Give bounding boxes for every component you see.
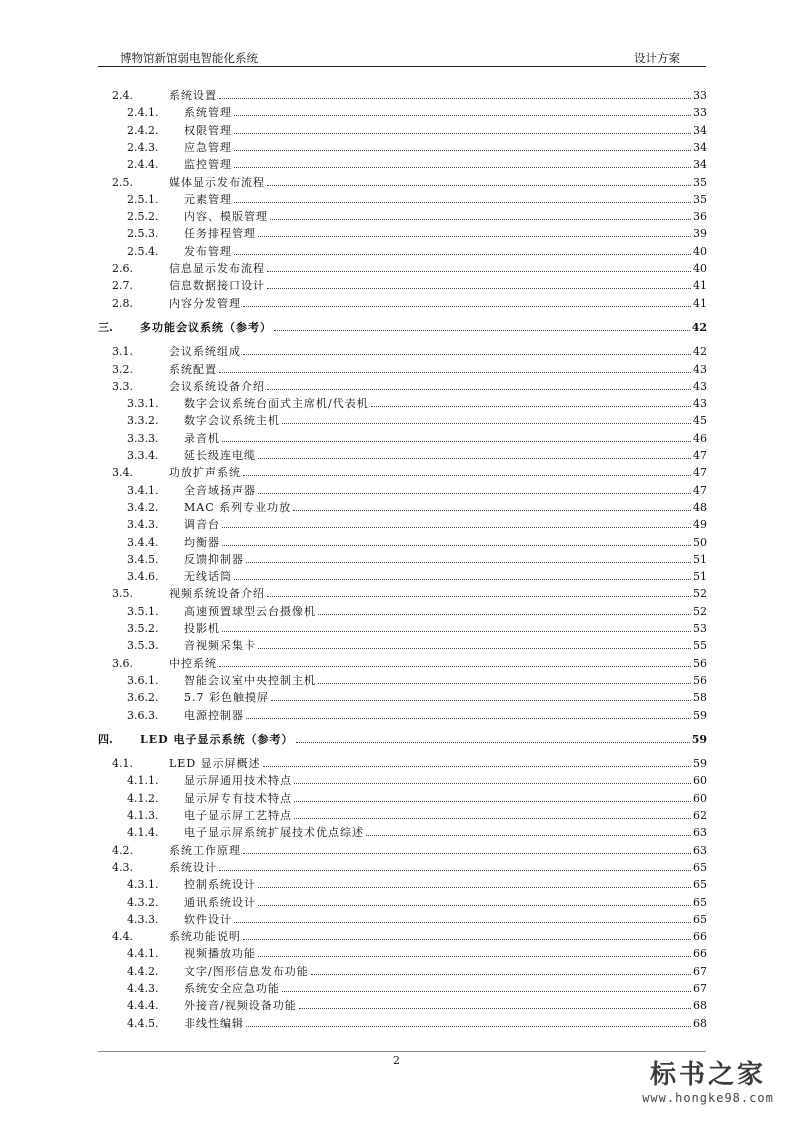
toc-subsection-entry[interactable]: [98, 944, 707, 961]
toc-entry-number: 2.4.4.: [127, 158, 159, 172]
toc-subsection-entry[interactable]: [98, 771, 707, 788]
toc-entry-number: 2.5.4.: [127, 244, 159, 258]
toc-entry-page: 33: [693, 106, 707, 120]
toc-entry-number: 3.5.3.: [127, 639, 159, 653]
toc-entry-number: 4.4.1.: [127, 947, 159, 961]
toc-entry-page: 43: [693, 379, 707, 393]
toc-entry-page: 46: [693, 431, 707, 445]
toc-entry-page: 60: [693, 791, 707, 805]
toc-entry-page: 45: [693, 414, 707, 428]
toc-entry-page: 65: [693, 912, 707, 926]
toc-entry-title: 视频系统设备介绍: [169, 587, 265, 601]
toc-dot-leader: [222, 619, 691, 632]
toc-entry-page: 66: [693, 930, 707, 944]
toc-entry-page: 63: [693, 843, 707, 857]
toc-dot-leader: [222, 515, 691, 528]
toc-entry-title: 延长级连电缆: [184, 449, 256, 462]
toc-entry-number: 3.3.2.: [127, 414, 159, 428]
toc-entry-page: 35: [693, 175, 707, 189]
toc-entry-page: 47: [693, 483, 707, 497]
toc-entry-page: 58: [693, 691, 707, 705]
toc-entry-number: 2.5.1.: [127, 192, 159, 206]
toc-section-entry[interactable]: [98, 276, 707, 293]
page-header: [98, 46, 706, 67]
toc-entry-title: 内容分发管理: [169, 296, 241, 310]
toc-dot-leader: [219, 654, 691, 667]
toc-entry-title: 全音域扬声器: [184, 483, 256, 497]
toc-subsection-entry[interactable]: [98, 103, 707, 120]
toc-entry-number: 2.6.: [112, 262, 133, 275]
toc-entry-title: 权限管理: [184, 123, 232, 137]
toc-dot-leader: [246, 706, 691, 719]
toc-entry-number: 4.1.1.: [127, 774, 159, 788]
toc-entry-number: 2.5.3.: [127, 227, 159, 241]
toc-entry-title: 元素管理: [184, 192, 232, 206]
toc-entry-title: 显示屏通用技术特点: [184, 774, 292, 788]
toc-entry-number: 2.4.2.: [127, 123, 159, 137]
toc-subsection-entry[interactable]: [98, 242, 707, 259]
toc-entry-title: 视频播放功能: [184, 947, 256, 961]
toc-dot-leader: [267, 276, 691, 289]
toc-dot-leader: [366, 823, 691, 836]
toc-entry-number: 2.5.: [112, 175, 133, 189]
toc-dot-leader: [271, 688, 691, 701]
toc-subsection-entry[interactable]: [98, 121, 707, 138]
toc-entry-title: 调音台: [184, 518, 220, 532]
toc-dot-leader: [234, 138, 691, 151]
toc-dot-leader: [282, 979, 691, 992]
toc-subsection-entry[interactable]: [98, 789, 707, 806]
toc-entry-page: 48: [693, 500, 707, 514]
header-document-type: 设计方案: [634, 51, 680, 65]
toc-entry-title: 发布管理: [184, 244, 232, 258]
toc-dot-leader: [258, 944, 691, 957]
toc-dot-leader: [243, 927, 691, 940]
toc-entry-page: 65: [693, 895, 707, 909]
toc-section-entry[interactable]: [98, 463, 707, 480]
toc-subsection-entry[interactable]: [98, 962, 707, 979]
toc-entry-title: 反馈抑制器: [184, 552, 244, 566]
toc-entry-number: 4.1.3.: [127, 809, 159, 822]
toc-section-entry[interactable]: [98, 360, 707, 377]
toc-entry-page: 67: [693, 982, 707, 995]
toc-dot-leader: [258, 636, 691, 649]
toc-dot-leader: [294, 771, 691, 784]
toc-entry-number: 2.4.1.: [127, 106, 159, 120]
toc-dot-leader: [294, 789, 691, 802]
toc-dot-leader: [299, 996, 691, 1009]
toc-entry-page: 59: [691, 732, 707, 746]
toc-entry-number: 3.6.1.: [127, 673, 159, 687]
toc-subsection-entry[interactable]: [98, 688, 707, 705]
toc-subsection-entry[interactable]: [98, 806, 707, 823]
toc-dot-leader: [222, 429, 691, 442]
watermark-logo: [633, 1060, 783, 1106]
toc-entry-page: 66: [693, 947, 707, 961]
toc-section-entry[interactable]: [98, 377, 707, 394]
toc-entry-title: 会议系统组成: [169, 345, 241, 359]
toc-entry-page: 59: [693, 757, 707, 771]
toc-entry-title: 电子显示屏工艺特点: [184, 809, 292, 822]
toc-entry-title: 数字会议系统台面式主席机/代表机: [184, 397, 369, 411]
toc-entry-page: 56: [693, 656, 707, 670]
toc-entry-number: 3.1.: [112, 345, 133, 359]
toc-entry-page: 35: [693, 192, 707, 206]
toc-section-entry[interactable]: [98, 927, 707, 944]
toc-subsection-entry[interactable]: [98, 567, 707, 584]
toc-entry-title: 信息显示发布流程: [169, 262, 265, 275]
toc-entry-title: 高速预置球型云台摄像机: [184, 604, 316, 618]
toc-entry-number: 3.3.1.: [127, 397, 159, 411]
toc-dot-leader: [258, 446, 691, 459]
toc-entry-number: 3.6.: [112, 656, 133, 670]
toc-entry-title: 会议系统设备介绍: [169, 379, 265, 393]
toc-section-entry[interactable]: [98, 342, 707, 359]
toc-entry-number: 三.: [98, 320, 113, 334]
toc-entry-page: 52: [693, 604, 707, 618]
toc-dot-leader: [296, 730, 690, 743]
toc-entry-page: 50: [693, 535, 707, 549]
toc-dot-leader: [267, 259, 691, 272]
toc-dot-leader: [258, 481, 691, 494]
toc-dot-leader: [234, 567, 691, 580]
toc-entry-title: 内容、模版管理: [184, 210, 268, 224]
toc-entry-page: 34: [693, 123, 707, 137]
toc-dot-leader: [222, 533, 691, 546]
toc-dot-leader: [318, 602, 691, 615]
toc-entry-number: 4.4.3.: [127, 982, 159, 995]
toc-entry-number: 4.3.2.: [127, 895, 159, 909]
toc-subsection-entry[interactable]: [98, 550, 707, 567]
toc-section-entry[interactable]: [98, 858, 707, 875]
toc-dot-leader: [234, 242, 691, 255]
toc-entry-page: 62: [693, 809, 707, 822]
toc-entry-page: 39: [693, 227, 707, 241]
toc-subsection-entry[interactable]: [98, 481, 707, 498]
toc-entry-number: 3.5.1.: [127, 604, 159, 618]
toc-chapter-entry[interactable]: [98, 318, 707, 335]
toc-entry-number: 2.5.2.: [127, 210, 159, 224]
toc-subsection-entry[interactable]: [98, 224, 707, 241]
toc-entry-page: 59: [693, 708, 707, 722]
toc-dot-leader: [267, 584, 691, 597]
toc-dot-leader: [258, 875, 691, 888]
toc-entry-page: 67: [693, 964, 707, 978]
toc-dot-leader: [318, 671, 691, 684]
toc-entry-number: 3.3.4.: [127, 449, 159, 462]
toc-entry-title: 任务排程管理: [184, 227, 256, 241]
toc-entry-number: 4.4.4.: [127, 999, 159, 1013]
toc-entry-title: 显示屏专有技术特点: [184, 791, 292, 805]
toc-entry-number: 2.4.3.: [127, 140, 159, 154]
toc-subsection-entry[interactable]: [98, 190, 707, 207]
toc-entry-number: 4.4.5.: [127, 1016, 159, 1030]
toc-entry-number: 3.4.3.: [127, 518, 159, 532]
toc-subsection-entry[interactable]: [98, 619, 707, 636]
toc-entry-page: 55: [693, 639, 707, 653]
toc-entry-title: 软件设计: [184, 912, 232, 926]
toc-entry-title: 信息数据接口设计: [169, 279, 265, 293]
toc-entry-title: 系统功能说明: [169, 930, 241, 944]
toc-dot-leader: [267, 173, 691, 186]
toc-subsection-entry[interactable]: [98, 875, 707, 892]
toc-dot-leader: [258, 893, 691, 906]
toc-dot-leader: [246, 550, 691, 563]
toc-section-entry[interactable]: [98, 294, 707, 311]
toc-entry-title: 控制系统设计: [184, 878, 256, 892]
toc-entry-title: 智能会议室中央控制主机: [184, 673, 316, 687]
toc-entry-title: 系统管理: [184, 106, 232, 120]
toc-entry-title: 应急管理: [184, 140, 232, 154]
toc-entry-number: 4.1.: [112, 757, 133, 771]
toc-dot-leader: [293, 498, 691, 511]
toc-entry-title: LED 电子显示系统（参考）: [140, 732, 294, 746]
toc-entry-title: 系统设计: [169, 860, 217, 874]
toc-dot-leader: [246, 1014, 691, 1027]
toc-entry-page: 34: [693, 140, 707, 154]
toc-entry-title: 文字/图形信息发布功能: [184, 964, 309, 978]
toc-entry-number: 四.: [98, 732, 113, 746]
toc-entry-page: 65: [693, 860, 707, 874]
toc-subsection-entry[interactable]: [98, 155, 707, 172]
toc-section-entry[interactable]: [98, 654, 707, 671]
toc-entry-title: 音视频采集卡: [184, 639, 256, 653]
toc-entry-number: 4.1.2.: [127, 791, 159, 805]
toc-section-entry[interactable]: [98, 584, 707, 601]
toc-dot-leader: [234, 121, 691, 134]
toc-section-entry[interactable]: [98, 754, 707, 771]
toc-dot-leader: [311, 962, 691, 975]
toc-entry-title: 录音机: [184, 431, 220, 445]
toc-entry-page: 49: [693, 518, 707, 532]
toc-entry-page: 52: [693, 587, 707, 601]
toc-entry-page: 47: [693, 466, 707, 480]
toc-subsection-entry[interactable]: [98, 706, 707, 723]
toc-dot-leader: [294, 806, 691, 819]
toc-entry-page: 51: [693, 570, 707, 584]
footer-divider: [98, 1051, 706, 1052]
toc-subsection-entry[interactable]: [98, 411, 707, 428]
toc-entry-title: MAC 系列专业功放: [184, 500, 292, 514]
toc-dot-leader: [219, 858, 691, 871]
toc-dot-leader: [263, 754, 691, 767]
toc-entry-title: 系统设置: [169, 89, 217, 102]
toc-entry-title: 系统工作原理: [169, 843, 241, 857]
toc-entry-number: 4.4.: [112, 930, 133, 944]
toc-entry-page: 33: [693, 89, 707, 102]
toc-entry-number: 3.6.2.: [127, 691, 159, 705]
toc-dot-leader: [234, 103, 691, 116]
toc-entry-number: 3.4.6.: [127, 570, 159, 584]
toc-entry-number: 2.7.: [112, 279, 133, 293]
watermark-url: www.hongke98.com: [642, 1091, 774, 1105]
toc-dot-leader: [371, 394, 691, 407]
toc-dot-leader: [234, 155, 691, 168]
toc-subsection-entry[interactable]: [98, 207, 707, 224]
toc-entry-number: 3.4.1.: [127, 483, 159, 497]
toc-entry-title: 数字会议系统主机: [184, 414, 280, 428]
toc-dot-leader: [267, 377, 691, 390]
toc-subsection-entry[interactable]: [98, 138, 707, 155]
toc-entry-title: 电源控制器: [184, 708, 244, 722]
toc-entry-title: 通讯系统设计: [184, 895, 256, 909]
toc-entry-number: 2.4.: [112, 89, 133, 102]
toc-section-entry[interactable]: [98, 86, 707, 103]
toc-entry-number: 4.4.2.: [127, 964, 159, 978]
toc-entry-title: 投影机: [184, 622, 220, 635]
toc-entry-title: 均衡器: [184, 535, 220, 549]
toc-entry-page: 36: [693, 210, 707, 224]
toc-subsection-entry[interactable]: [98, 910, 707, 927]
toc-section-entry[interactable]: [98, 259, 707, 276]
toc-entry-page: 42: [693, 345, 707, 359]
toc-dot-leader: [243, 342, 691, 355]
toc-entry-title: 无线话筒: [184, 570, 232, 584]
toc-entry-title: 媒体显示发布流程: [169, 175, 265, 189]
toc-entry-page: 51: [693, 552, 707, 566]
toc-entry-title: 系统安全应急功能: [184, 982, 280, 995]
toc-entry-page: 34: [693, 158, 707, 172]
toc-entry-page: 68: [693, 1016, 707, 1030]
toc-entry-title: 外接音/视频设备功能: [184, 999, 297, 1013]
toc-entry-number: 3.3.3.: [127, 431, 159, 445]
toc-entry-page: 40: [693, 244, 707, 258]
toc-subsection-entry[interactable]: [98, 1014, 707, 1031]
toc-entry-number: 4.3.1.: [127, 878, 159, 892]
toc-entry-number: 3.2.: [112, 362, 133, 376]
toc-entry-title: 多功能会议系统（参考）: [140, 320, 272, 334]
toc-entry-page: 68: [693, 999, 707, 1013]
toc-subsection-entry[interactable]: [98, 498, 707, 515]
toc-subsection-entry[interactable]: [98, 893, 707, 910]
toc-subsection-entry[interactable]: [98, 996, 707, 1013]
toc-entry-number: 3.3.: [112, 379, 133, 393]
toc-subsection-entry[interactable]: [98, 602, 707, 619]
toc-entry-number: 4.3.3.: [127, 912, 159, 926]
toc-subsection-entry[interactable]: [98, 636, 707, 653]
toc-subsection-entry[interactable]: [98, 979, 707, 996]
page-number: 2: [393, 1054, 400, 1067]
toc-chapter-entry[interactable]: [98, 730, 707, 747]
toc-entry-number: 3.5.: [112, 587, 133, 601]
toc-entry-page: 65: [693, 878, 707, 892]
toc-dot-leader: [219, 86, 691, 99]
toc-subsection-entry[interactable]: [98, 823, 707, 840]
toc-entry-page: 40: [693, 262, 707, 275]
toc-dot-leader: [274, 318, 690, 331]
toc-dot-leader: [282, 411, 691, 424]
toc-dot-leader: [234, 910, 691, 923]
toc-entry-title: LED 显示屏概述: [169, 757, 261, 771]
toc-entry-page: 63: [693, 826, 707, 840]
toc-entry-number: 4.3.: [112, 860, 133, 874]
toc-entry-title: 非线性编辑: [184, 1016, 244, 1030]
toc-dot-leader: [219, 360, 691, 373]
toc-entry-title: 5.7 彩色触摸屏: [184, 691, 269, 705]
toc-entry-number: 3.4.5.: [127, 552, 159, 566]
toc-entry-number: 2.8.: [112, 296, 133, 310]
toc-entry-title: 电子显示屏系统扩展技术优点综述: [184, 826, 364, 840]
toc-entry-number: 3.4.4.: [127, 535, 159, 549]
toc-entry-page: 42: [691, 320, 707, 334]
toc-dot-leader: [270, 207, 691, 220]
toc-entry-number: 3.4.: [112, 466, 133, 480]
toc-dot-leader: [243, 463, 691, 476]
toc-section-entry[interactable]: [98, 173, 707, 190]
toc-subsection-entry[interactable]: [98, 446, 707, 463]
toc-dot-leader: [258, 224, 691, 237]
toc-subsection-entry[interactable]: [98, 515, 707, 532]
toc-subsection-entry[interactable]: [98, 671, 707, 688]
toc-section-entry[interactable]: [98, 841, 707, 858]
toc-entry-page: 43: [693, 397, 707, 411]
toc-entry-number: 3.5.2.: [127, 622, 159, 635]
toc-entry-number: 4.1.4.: [127, 826, 159, 840]
toc-subsection-entry[interactable]: [98, 533, 707, 550]
toc-entry-title: 监控管理: [184, 158, 232, 172]
toc-dot-leader: [234, 190, 691, 203]
toc-entry-title: 中控系统: [169, 656, 217, 670]
toc-entry-page: 56: [693, 673, 707, 687]
toc-entry-number: 4.2.: [112, 843, 133, 857]
watermark-title: 标书之家: [649, 1060, 766, 1090]
toc-entry-number: 3.6.3.: [127, 708, 159, 722]
toc-entry-page: 41: [693, 279, 707, 293]
toc-entry-page: 43: [693, 362, 707, 376]
toc-entry-title: 系统配置: [169, 362, 217, 376]
toc-entry-page: 41: [693, 296, 707, 310]
toc-dot-leader: [243, 294, 691, 307]
toc-entry-number: 3.4.2.: [127, 500, 159, 514]
toc-dot-leader: [243, 841, 691, 854]
toc-subsection-entry[interactable]: [98, 429, 707, 446]
toc-subsection-entry[interactable]: [98, 394, 707, 411]
toc-entry-page: 60: [693, 774, 707, 788]
toc-entry-page: 47: [693, 449, 707, 462]
toc-entry-title: 功放扩声系统: [169, 466, 241, 480]
toc-entry-page: 53: [693, 622, 707, 635]
header-project-title: 博物馆新馆弱电智能化系统: [120, 51, 258, 65]
